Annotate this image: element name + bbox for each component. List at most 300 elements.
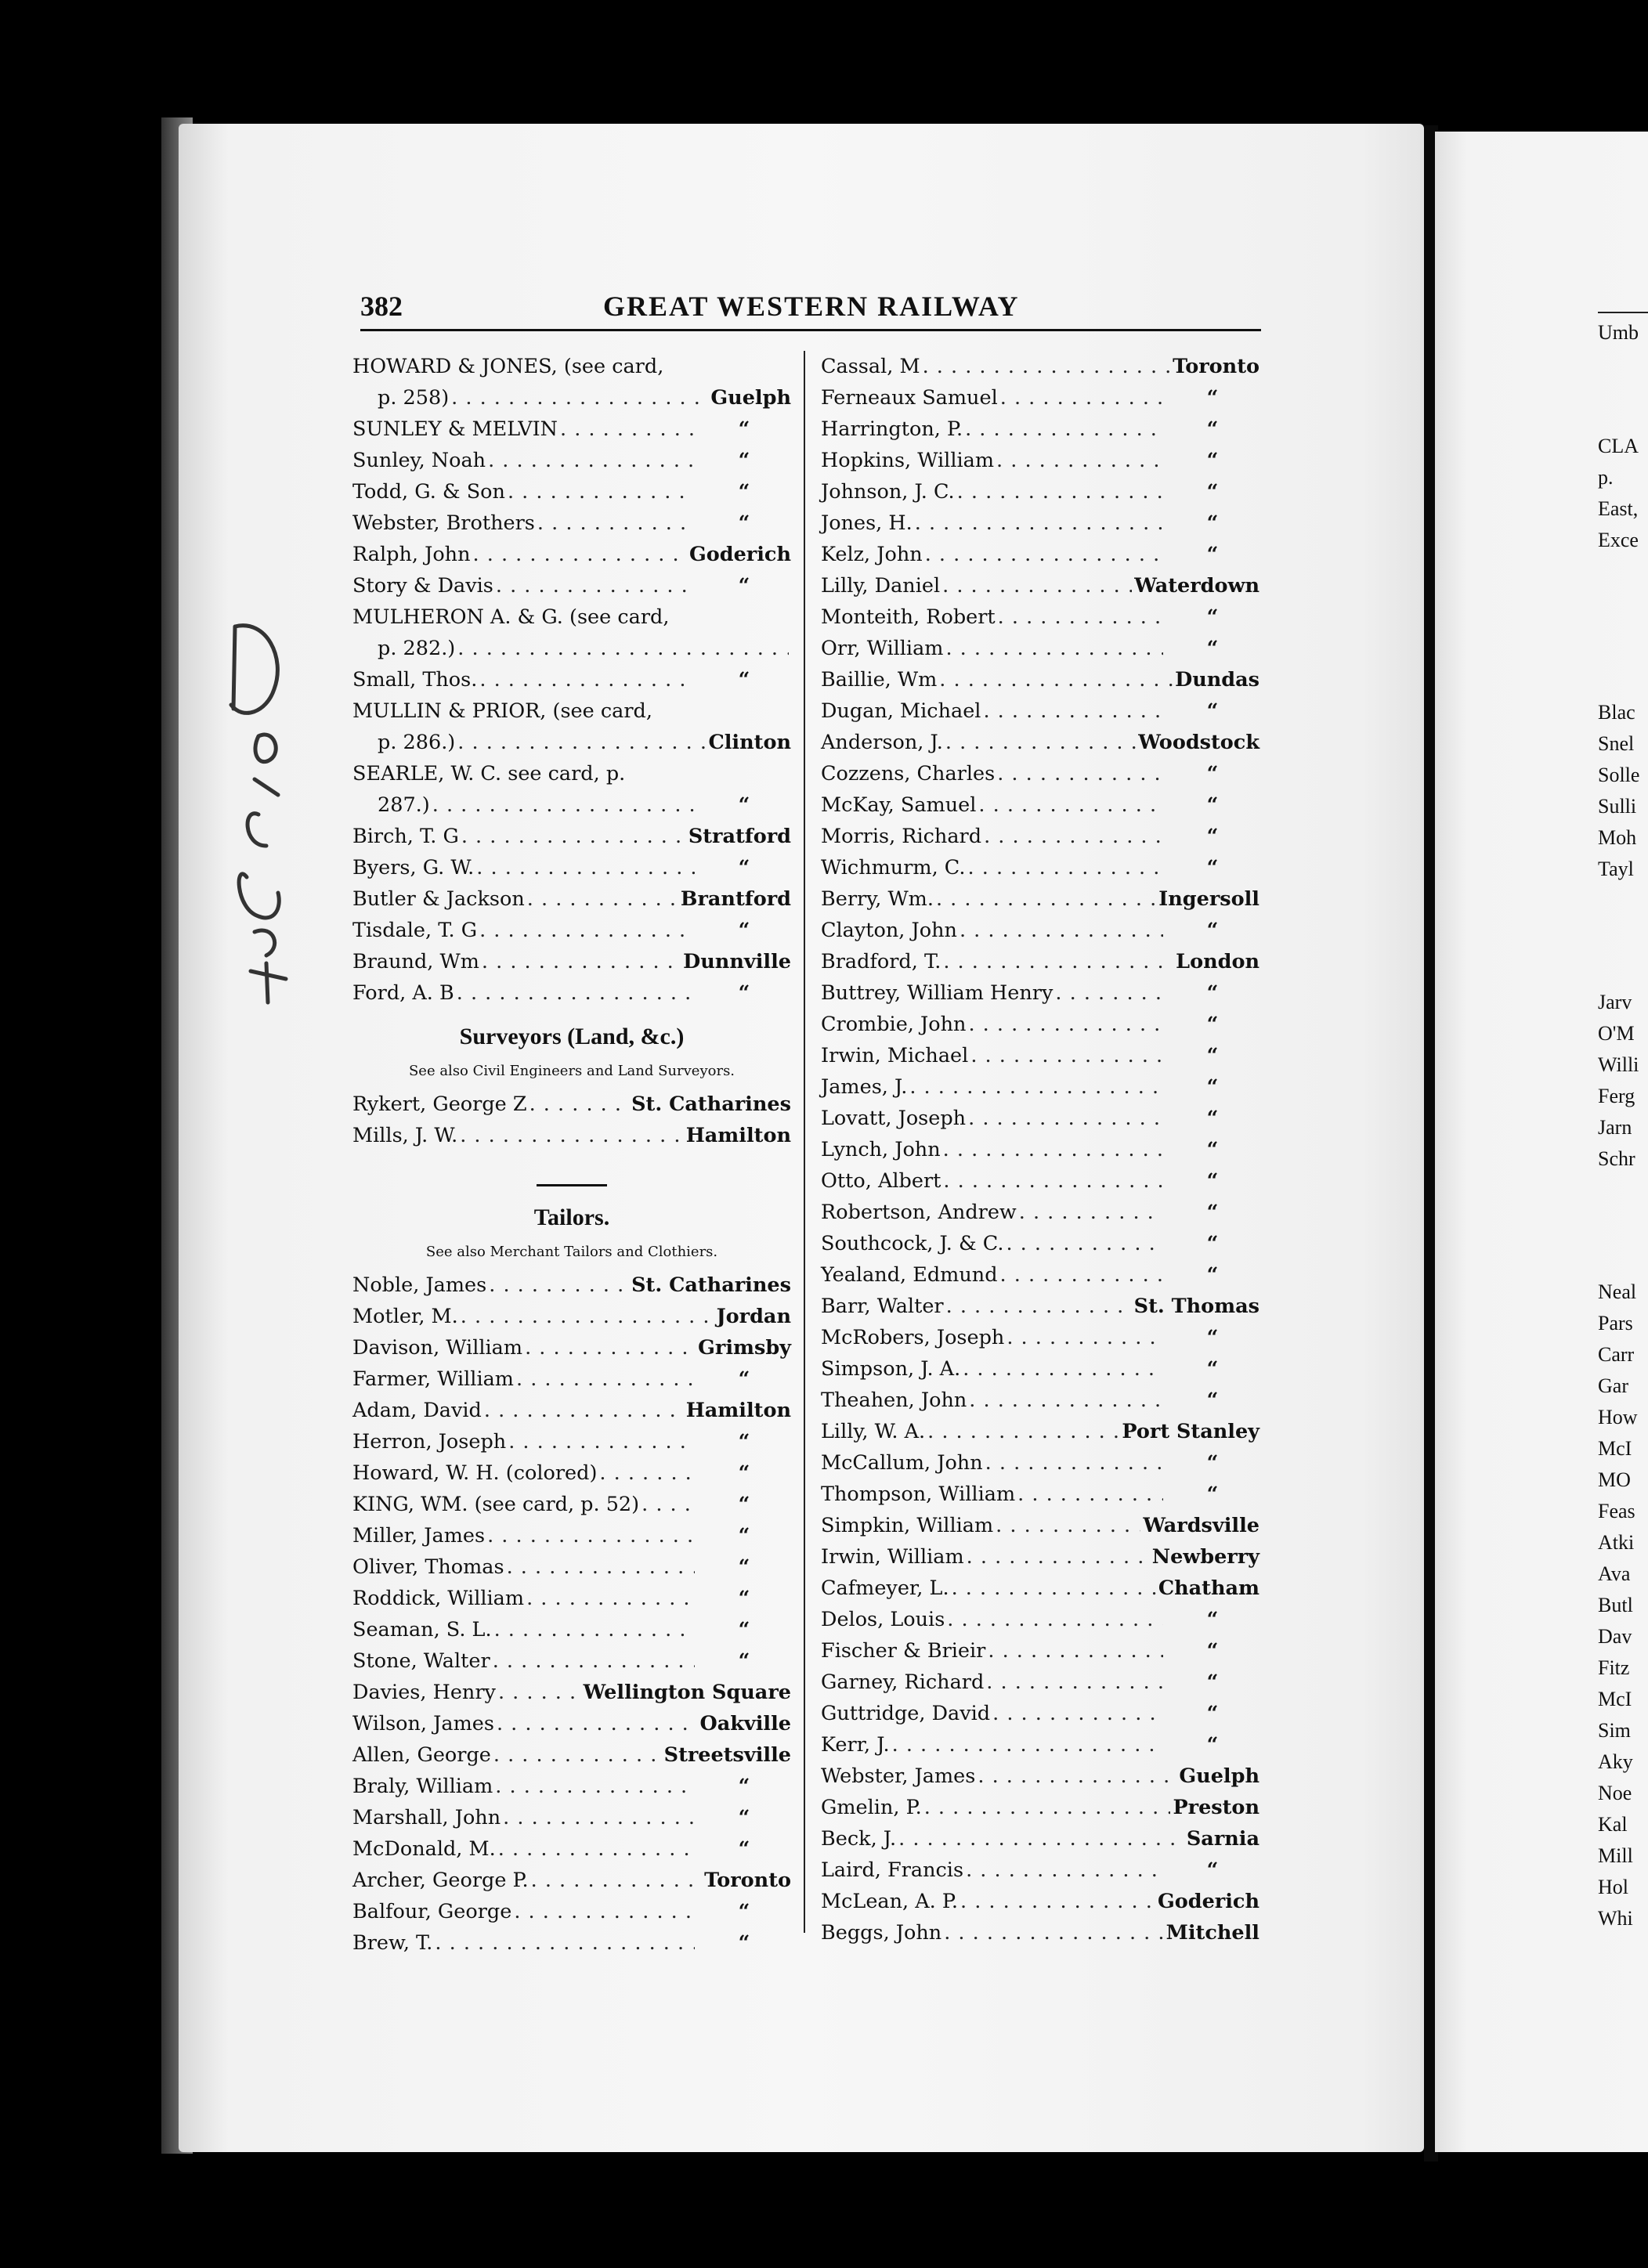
directory-entry: [821, 1604, 1259, 1635]
directory-entry: [821, 1291, 1259, 1322]
directory-entry: [352, 414, 791, 445]
entry-name: Marshall, John: [352, 1806, 501, 1829]
entry-place: “: [1206, 1263, 1219, 1287]
directory-entry: [821, 852, 1259, 883]
directory-entry: [352, 695, 791, 727]
leader-dots: [939, 664, 1173, 695]
entry-place: “: [1206, 637, 1219, 660]
leader-dots: [489, 1269, 629, 1301]
entry-name: Anderson, J.: [821, 731, 943, 754]
leader-dots: [968, 1103, 1163, 1134]
leader-dots: [963, 1353, 1163, 1385]
directory-entry: [821, 1698, 1259, 1729]
directory-entry: [352, 1865, 791, 1896]
directory-entry: [352, 727, 791, 758]
entry-name: Garney, Richard: [821, 1670, 985, 1694]
facing-page-fragment: Aky: [1598, 1750, 1633, 1773]
leader-dots: [525, 1332, 696, 1363]
directory-entry: [352, 351, 791, 382]
entry-name: SEARLE, W. C. see card, p.: [352, 762, 626, 785]
facing-page-fragment: Solle: [1598, 764, 1640, 786]
entry-place: “: [1206, 1608, 1219, 1631]
entry-name: Lovatt, Joseph: [821, 1107, 967, 1130]
entry-name: Lilly, Daniel: [821, 574, 941, 598]
section-title-surveyors: Surveyors (Land, &c.): [459, 1024, 685, 1049]
entry-place: “: [1206, 1044, 1219, 1067]
entry-name: Morris, Richard: [821, 825, 982, 848]
entry-name: Clayton, John: [821, 919, 957, 942]
facing-page-fragment: Fitz: [1598, 1656, 1630, 1679]
entry-name: Brew, T.: [352, 1931, 433, 1955]
entry-name: Miller, James: [352, 1524, 486, 1548]
leader-dots: [946, 1291, 1132, 1322]
leader-dots: [984, 821, 1163, 852]
entry-name: Buttrey, William Henry: [821, 981, 1053, 1005]
entry-place: “: [738, 1775, 750, 1798]
entry-place: “: [1206, 480, 1219, 504]
leader-dots: [997, 758, 1163, 789]
leader-dots: [898, 1823, 1184, 1854]
entry-name: Archer, George P.: [352, 1869, 529, 1892]
directory-entry: [821, 883, 1259, 915]
facing-page-fragment: Jarv: [1598, 991, 1632, 1013]
leader-dots: [479, 664, 695, 695]
section-title-tailors: Tailors.: [533, 1204, 610, 1230]
entry-name: Davison, William: [352, 1336, 523, 1360]
entry-place: Ingersoll: [1158, 887, 1259, 911]
entry-place: St. Catharines: [631, 1092, 791, 1116]
entry-place: Jordan: [716, 1305, 791, 1328]
entry-name: Ralph, John: [352, 543, 471, 566]
entry-place: “: [1206, 1702, 1219, 1725]
facing-page-fragment: Moh: [1598, 826, 1637, 849]
entry-name: Baillie, Wm: [821, 668, 938, 692]
entry-name: Cozzens, Charles: [821, 762, 996, 785]
facing-page-fragment: How: [1598, 1406, 1638, 1428]
leader-dots: [968, 852, 1163, 883]
leader-dots: [514, 1896, 695, 1927]
leader-dots: [495, 1771, 695, 1802]
facing-page-fragment: Blac: [1598, 701, 1635, 724]
entry-place: Newberry: [1151, 1545, 1259, 1569]
directory-entry: [821, 633, 1259, 664]
entry-place: “: [1206, 919, 1219, 942]
entry-place: Dunnville: [683, 950, 791, 973]
entry-place: “: [738, 919, 750, 942]
entry-name: Cafmeyer, L.: [821, 1576, 949, 1600]
directory-entry: [352, 445, 791, 476]
directory-entry: [352, 1614, 791, 1645]
facing-page-fragment: McI: [1598, 1437, 1632, 1460]
directory-entry: [821, 1447, 1259, 1479]
leader-dots: [479, 915, 695, 946]
entry-place: Goderich: [688, 543, 791, 566]
directory-entry: [821, 821, 1259, 852]
entry-name: MULHERON A. & G. (see card,: [352, 605, 670, 629]
directory-entry: [352, 1677, 791, 1708]
column-divider: [804, 351, 805, 1933]
leader-dots: [943, 946, 1173, 977]
entry-place: “: [738, 1587, 750, 1610]
leader-dots: [943, 1165, 1163, 1197]
entry-name: Gmelin, P.: [821, 1796, 922, 1819]
entry-name: Sunley, Noah: [352, 449, 486, 472]
entry-place: “: [738, 511, 750, 535]
directory-entry: [821, 1823, 1259, 1854]
facing-page-fragment: Butl: [1598, 1594, 1633, 1616]
directory-entry: [821, 1761, 1259, 1792]
directory-entry: [821, 1259, 1259, 1291]
entry-name: James, J.: [821, 1075, 908, 1099]
entry-name: Tisdale, T. G: [352, 919, 478, 942]
entry-place: “: [1206, 1013, 1219, 1036]
entry-name: Simpson, J. A.: [821, 1357, 961, 1381]
entry-name: Yealand, Edmund: [821, 1263, 998, 1287]
leader-dots: [960, 915, 1163, 946]
facing-page-fragment: O'M: [1598, 1022, 1635, 1045]
directory-entry: [352, 1332, 791, 1363]
facing-page-fragment: Exce: [1598, 529, 1639, 551]
leader-dots: [966, 1854, 1163, 1886]
left-column: [352, 351, 791, 1959]
entry-name: p. 286.): [378, 731, 456, 754]
directory-entry: [821, 1040, 1259, 1071]
entry-name: Kelz, John: [821, 543, 923, 566]
entry-name: Thompson, William: [821, 1483, 1016, 1506]
leader-dots: [531, 1865, 703, 1896]
leader-dots: [944, 1917, 1163, 1948]
leader-dots: [457, 633, 789, 664]
leader-dots: [969, 1385, 1163, 1416]
leader-dots: [537, 507, 695, 539]
directory-entry: [352, 1551, 791, 1583]
entry-place: Goderich: [1157, 1890, 1259, 1913]
entry-place: “: [738, 1806, 750, 1829]
leader-dots: [1000, 1259, 1163, 1291]
leader-dots: [957, 476, 1163, 507]
entry-name: Braly, William: [352, 1775, 493, 1798]
directory-entry: [352, 758, 791, 789]
directory-entry: [821, 1071, 1259, 1103]
leader-dots: [892, 1729, 1163, 1761]
entry-place: “: [738, 981, 750, 1005]
leader-dots: [498, 1677, 581, 1708]
entry-name: HOWARD & JONES, (see card,: [352, 355, 664, 378]
entry-name: Davies, Henry: [352, 1681, 496, 1704]
entry-name: Webster, James: [821, 1764, 976, 1788]
entry-name: Mills, J. W.: [352, 1124, 458, 1147]
leader-dots: [507, 1551, 695, 1583]
entry-name: Robertson, Andrew: [821, 1201, 1017, 1224]
entry-place: “: [738, 1900, 750, 1923]
entry-place: “: [738, 1461, 750, 1485]
entry-name: Allen, George: [352, 1743, 491, 1767]
facing-page-fragment: Hol: [1598, 1876, 1628, 1898]
facing-page-fragment: Willi: [1598, 1053, 1639, 1076]
leader-dots: [493, 1645, 695, 1677]
entry-name: Seaman, S. L.: [352, 1618, 492, 1641]
entry-name: McKay, Samuel: [821, 793, 977, 817]
page-header: [360, 287, 1261, 331]
directory-entry: [821, 539, 1259, 570]
entry-place: Oakville: [699, 1712, 791, 1735]
directory-entry: [821, 1353, 1259, 1385]
directory-entry: [352, 539, 791, 570]
entry-name: Theahen, John: [821, 1389, 967, 1412]
directory-entry: [352, 382, 791, 414]
directory-entry: [352, 1645, 791, 1677]
leader-dots: [909, 1071, 1163, 1103]
leader-dots: [1017, 1479, 1163, 1510]
entry-name: Jones, H.: [821, 511, 913, 535]
entry-name: Wichmurm, C.: [821, 856, 966, 879]
entry-place: “: [738, 1649, 750, 1673]
entry-name: Small, Thos.: [352, 668, 478, 692]
entry-place: “: [738, 1524, 750, 1548]
leader-dots: [965, 414, 1163, 445]
leader-dots: [457, 727, 706, 758]
entry-name: Herron, Joseph: [352, 1430, 507, 1454]
entry-name: McRobers, Joseph: [821, 1326, 1005, 1349]
directory-entry: [352, 570, 791, 601]
entry-name: Balfour, George: [352, 1900, 512, 1923]
facing-page-fragment: Carr: [1598, 1343, 1635, 1366]
entry-name: Harrington, P.: [821, 417, 963, 441]
entry-place: “: [738, 856, 750, 879]
entry-place: “: [1206, 1451, 1219, 1475]
directory-entry: [352, 1363, 791, 1395]
directory-entry: [821, 664, 1259, 695]
entry-place: Grimsby: [698, 1336, 791, 1360]
directory-entry: [352, 1896, 791, 1927]
directory-entry: [352, 915, 791, 946]
entry-place: “: [1206, 1169, 1219, 1193]
leader-dots: [508, 1426, 695, 1457]
entry-place: Wellington Square: [583, 1681, 791, 1704]
directory-entry: [821, 1854, 1259, 1886]
entry-name: Simpkin, William: [821, 1514, 994, 1537]
entry-place: Guelph: [710, 386, 791, 410]
leader-dots: [435, 1927, 695, 1959]
entry-name: Irwin, Michael: [821, 1044, 969, 1067]
entry-place: “: [1206, 449, 1219, 472]
directory-entry: [352, 1927, 791, 1959]
entry-name: Otto, Albert: [821, 1169, 941, 1193]
directory-entry: [821, 1416, 1259, 1447]
entry-place: “: [1206, 1138, 1219, 1161]
leader-dots: [1006, 1228, 1163, 1259]
entry-place: “: [738, 1618, 750, 1641]
directory-entry: [352, 1269, 791, 1301]
entry-name: Todd, G. & Son: [352, 480, 505, 504]
directory-entry: [821, 1886, 1259, 1917]
entry-place: “: [1206, 1858, 1219, 1882]
directory-entry: [821, 977, 1259, 1009]
facing-page-fragment: Umb: [1598, 321, 1639, 344]
directory-entry: [352, 883, 791, 915]
leader-dots: [493, 1739, 662, 1771]
directory-entry: [352, 507, 791, 539]
directory-entry: [821, 1228, 1259, 1259]
directory-entry: [352, 1771, 791, 1802]
entry-name: Beggs, John: [821, 1921, 942, 1945]
directory-entry: [352, 1739, 791, 1771]
directory-entry: [352, 633, 791, 664]
facing-page-fragment: Mill: [1598, 1844, 1633, 1867]
entry-name: Byers, G. W.: [352, 856, 475, 879]
directory-entry: [821, 601, 1259, 633]
leader-dots: [641, 1489, 695, 1520]
directory-entry: [821, 445, 1259, 476]
leader-dots: [992, 1698, 1163, 1729]
entry-place: “: [738, 1493, 750, 1516]
entry-name: Guttridge, David: [821, 1702, 991, 1725]
entry-place: Guelph: [1179, 1764, 1259, 1788]
leader-dots: [476, 852, 695, 883]
facing-page-fragment: Whi: [1598, 1907, 1633, 1930]
directory-entry: [821, 758, 1259, 789]
entry-place: Sarnia: [1186, 1827, 1259, 1851]
facing-page-fragment: Sulli: [1598, 795, 1637, 818]
directory-entry: [821, 1479, 1259, 1510]
leader-dots: [998, 601, 1163, 633]
leader-dots: [988, 1635, 1163, 1667]
entry-place: “: [1206, 417, 1219, 441]
entry-place: Port Stanley: [1122, 1420, 1259, 1443]
directory-entry: [352, 476, 791, 507]
entry-name: Southcock, J. & C.: [821, 1232, 1004, 1255]
entry-name: Cassal, M: [821, 355, 920, 378]
handwritten-annotation: [211, 611, 305, 1018]
leader-dots: [494, 1614, 695, 1645]
leader-dots: [952, 1573, 1156, 1604]
entry-name: Story & Davis: [352, 574, 493, 598]
leader-dots: [482, 946, 681, 977]
leader-dots: [985, 1447, 1163, 1479]
facing-page-fragment: Atki: [1598, 1531, 1635, 1554]
entry-place: “: [1206, 825, 1219, 848]
section-note-tailors: See also Merchant Tailors and Clothiers.: [425, 1244, 718, 1260]
entry-place: Wardsville: [1143, 1514, 1259, 1537]
facing-page-fragment: Tayl: [1598, 858, 1634, 880]
directory-entry: [821, 476, 1259, 507]
entry-place: “: [1206, 543, 1219, 566]
entry-name: McCallum, John: [821, 1451, 983, 1475]
directory-entry: [352, 1708, 791, 1739]
entry-place: “: [738, 480, 750, 504]
directory-entry: [821, 695, 1259, 727]
entry-place: Streetsville: [663, 1743, 791, 1767]
entry-place: “: [1206, 1201, 1219, 1224]
facing-page-fragment: p.: [1598, 466, 1614, 489]
directory-entry: [821, 727, 1259, 758]
entry-place: “: [738, 1430, 750, 1454]
entry-place: Toronto: [704, 1869, 791, 1892]
leader-dots: [560, 414, 695, 445]
entry-name: SUNLEY & MELVIN: [352, 417, 558, 441]
entry-name: p. 282.): [378, 637, 456, 660]
directory-entry: [821, 507, 1259, 539]
leader-dots: [1055, 977, 1163, 1009]
entry-place: “: [1206, 605, 1219, 629]
entry-name: Fischer & Brieir: [821, 1639, 986, 1663]
facing-page-fragment: Jarn: [1598, 1116, 1632, 1139]
directory-entry: [352, 1120, 791, 1151]
leader-dots: [498, 1833, 695, 1865]
leader-dots: [960, 1886, 1155, 1917]
leader-dots: [516, 1363, 695, 1395]
leader-dots: [945, 633, 1163, 664]
leader-dots: [1019, 1197, 1163, 1228]
entry-name: Butler & Jackson: [352, 887, 525, 911]
entry-place: Toronto: [1173, 355, 1259, 378]
leader-dots: [927, 1416, 1119, 1447]
leader-dots: [923, 351, 1171, 382]
directory-entry: [821, 915, 1259, 946]
facing-page-fragment: Noe: [1598, 1782, 1632, 1804]
facing-page-fragment: Neal: [1598, 1280, 1637, 1303]
entry-place: Clinton: [708, 731, 791, 754]
entry-name: Lynch, John: [821, 1138, 941, 1161]
entry-place: London: [1176, 950, 1259, 973]
directory-entry: [352, 852, 791, 883]
entry-place: “: [1206, 793, 1219, 817]
leader-dots: [996, 445, 1163, 476]
facing-page-fragment: Schr: [1598, 1147, 1635, 1170]
leader-dots: [1000, 382, 1163, 414]
entry-place: “: [1206, 1232, 1219, 1255]
entry-name: Howard, W. H. (colored): [352, 1461, 598, 1485]
directory-entry: [352, 1089, 791, 1120]
entry-place: “: [1206, 386, 1219, 410]
directory-entry: [821, 1009, 1259, 1040]
entry-name: Oliver, Thomas: [352, 1555, 504, 1579]
entry-place: “: [1206, 1483, 1219, 1506]
entry-place: Preston: [1173, 1796, 1259, 1819]
leader-dots: [925, 539, 1163, 570]
entry-name: Wilson, James: [352, 1712, 494, 1735]
entry-place: “: [738, 417, 750, 441]
directory-entry: [352, 789, 791, 821]
entry-name: Hopkins, William: [821, 449, 995, 472]
leader-dots: [457, 977, 695, 1009]
leader-dots: [503, 1802, 695, 1833]
facing-page-fragment: East,: [1598, 497, 1639, 520]
entry-name: Braund, Wm: [352, 950, 479, 973]
entry-place: “: [738, 449, 750, 472]
entry-name: Bradford, T.: [821, 950, 941, 973]
entry-name: 287.): [378, 793, 430, 817]
entry-place: Woodstock: [1138, 731, 1259, 754]
directory-entry: [821, 414, 1259, 445]
leader-dots: [936, 883, 1156, 915]
entry-place: “: [1206, 1107, 1219, 1130]
entry-place: “: [738, 1931, 750, 1955]
leader-dots: [527, 883, 678, 915]
leader-dots: [526, 1583, 695, 1614]
directory-entry: [352, 601, 791, 633]
facing-page-fragment: CLA: [1598, 435, 1639, 457]
directory-entry: [821, 1635, 1259, 1667]
directory-entry: [821, 1792, 1259, 1823]
leader-dots: [942, 570, 1132, 601]
directory-entry: [821, 1729, 1259, 1761]
entry-name: Farmer, William: [352, 1367, 514, 1391]
facing-page-fragment: Dav: [1598, 1625, 1632, 1648]
entry-name: Noble, James: [352, 1273, 487, 1297]
leader-dots: [496, 570, 695, 601]
directory-entry: [821, 1385, 1259, 1416]
